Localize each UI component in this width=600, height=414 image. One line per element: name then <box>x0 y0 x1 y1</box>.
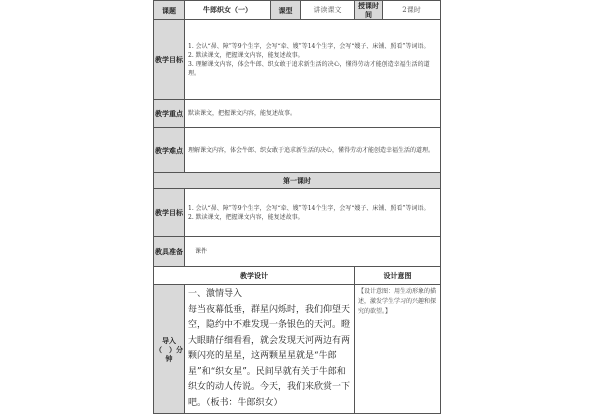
lesson-title: 牛郎织女（一） <box>185 1 271 20</box>
prep-content: 课件 <box>185 237 441 267</box>
first-lesson-goals-label: 教学目标 <box>154 189 185 237</box>
goal-item: 1. 会认“昴、障”等9个生字，会写“牵、嫂”等14个生字，会写“嫂子、床铺、照看”等词语。 <box>188 42 430 50</box>
goals-content <box>185 20 441 100</box>
design-column-header: 教学设计 <box>154 267 355 285</box>
difficulties-label: 教学难点 <box>154 128 185 173</box>
difficulties-content: 理解课文内容，体会牛郎、织女敢于追求新生活的决心，懂得劳动才能创造幸福生活的道理。 <box>185 128 441 173</box>
lesson-type: 讲读课文 <box>301 1 355 20</box>
stage-content <box>185 285 355 414</box>
stage-label: 导入（ ）分钟 <box>154 285 185 414</box>
stage-title: 一、激情导入 <box>188 289 243 299</box>
key-points-content: 默读课文，把握课文内容，能复述故事。 <box>185 100 441 128</box>
goal-item: 2. 默读课文，把握课文内容，能复述故事。 <box>188 51 304 59</box>
lesson-plan-table <box>153 0 441 414</box>
type-label: 课型 <box>271 1 301 20</box>
key-points-label: 教学重点 <box>154 100 185 128</box>
prep-label: 教具准备 <box>154 237 185 267</box>
intent-column-header: 设计意图 <box>355 267 441 285</box>
goals-label: 教学目标 <box>154 20 185 100</box>
lesson-plan-sheet <box>153 0 440 408</box>
hours-label: 授课时间 <box>355 1 383 20</box>
goal-item: 2. 默读课文，把握课文内容，能复述故事。 <box>188 213 304 221</box>
first-lesson-heading: 第一课时 <box>154 173 441 189</box>
goal-item: 3. 理解课文内容，体会牛郎、织女敢于追求新生活的决心，懂得劳动才能创造幸福生活的道理。 <box>188 60 430 77</box>
title-label: 课题 <box>154 1 185 20</box>
goal-item: 1. 会认“昴、障”等9个生字，会写“牵、嫂”等14个生字，会写“嫂子、床铺、照看”等词语。 <box>188 204 430 212</box>
stage-text: 每当夜幕低垂，群星闪烁时，我们仰望天空，隐约中不难发现一条银色的天河。瞪大眼睛仔细看看，就会发现天河两边有两颗闪亮的星星，这两颗星星就是“牛郎星”和“织女星”。民间早就有关于牛郎和织女的动人传说。今天，我们来欣赏一下吧。（板书：牛郎织女） <box>188 304 351 408</box>
first-lesson-goals <box>185 189 441 237</box>
lesson-hours: 2课时 <box>383 1 441 20</box>
intent-content: 【设计意图：用生动形象的描述，激发学生学习的兴趣和探究的欲望。】 <box>355 285 441 414</box>
